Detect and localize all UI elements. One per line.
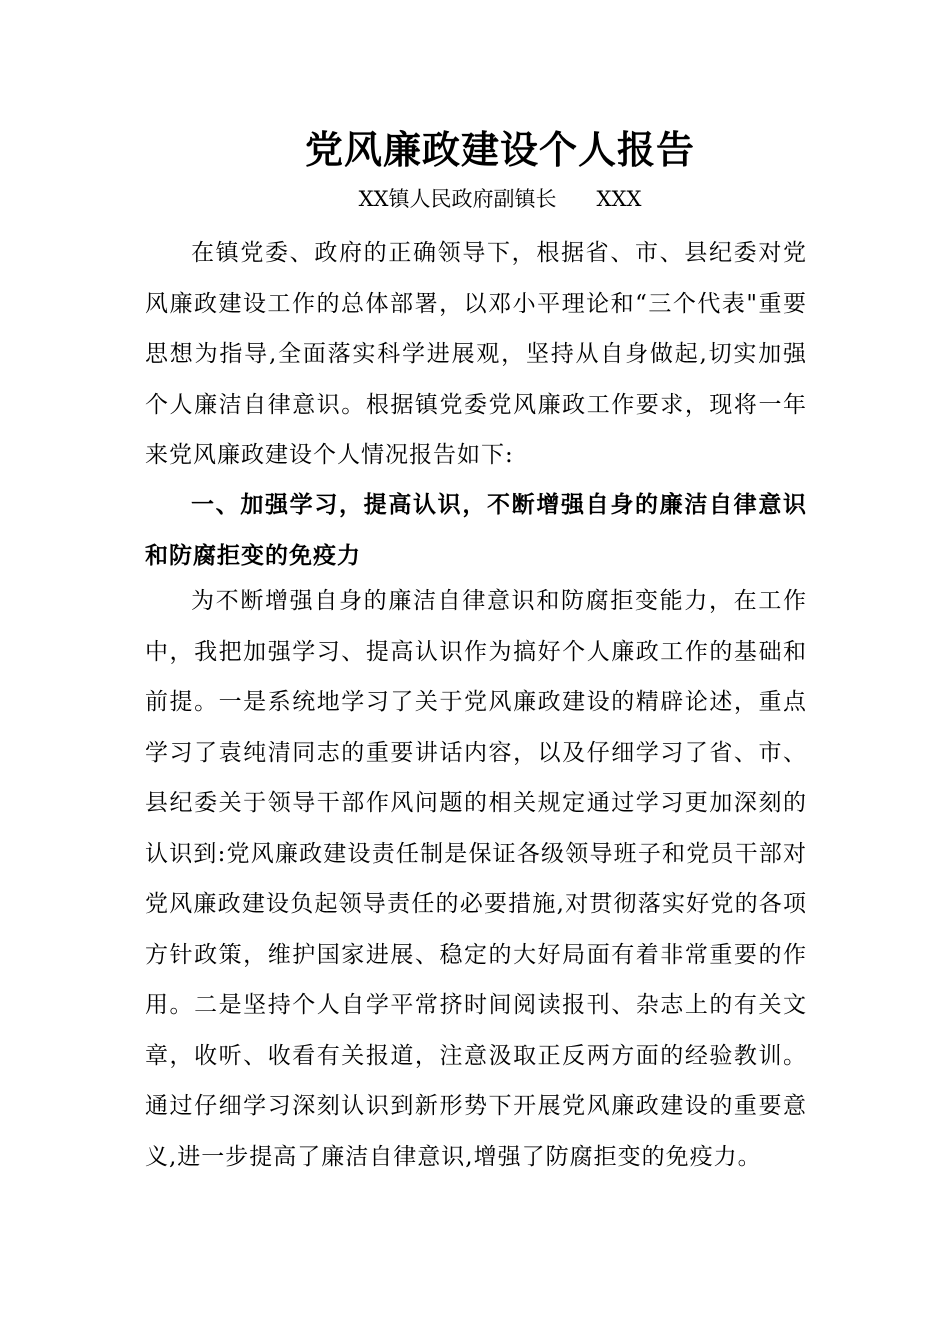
document-title: 党风廉政建设个人报告 [304,128,695,172]
section-heading-1: 一、加强学习，提高认识，不断增强自身的廉洁自律意识和防腐拒变的免疫力 [145,492,807,569]
paragraph-intro: 在镇党委、政府的正确领导下，根据省、市、县纪委对党风廉政建设工作的总体部署，以邓小平理论和“三个代表"重要思想为指导,全面落实科学进展观，坚持从自身做起,切实加强个人廉洁自律意识。根据镇党委党风廉政工作要求，现将一年来党风廉政建设个人情况报告如下: [145,240,807,468]
document-byline: XX镇人民政府副镇长 XXX [358,187,642,211]
paragraph-section-1: 为不断增强自身的廉洁自律意识和防腐拒变能力，在工作中，我把加强学习、提高认识作为搞好个人廉政工作的基础和前提。一是系统地学习了关于党风廉政建设的精辟论述，重点学习了袁纯清同志的重要讲话内容，以及仔细学习了省、市、县纪委关于领导干部作风问题的相关规定通过学习更加深刻的认识到:党风廉政建设责任制是保证各级领导班子和党员干部对党风廉政建设负起领导责任的必要措施,对贯彻落实好党的各项方针政策，维护国家进展、稳定的大好局面有着非常重要的作用。二是坚持个人自学平常挤时间阅读报刊、杂志上的有关文章，收听、收看有关报道，注意汲取正反两方面的经验教训。通过仔细学习深刻认识到新形势下开展党风廉政建设的重要意义,进一步提高了廉洁自律意识,增强了防腐拒变的免疫力。 [145,588,807,1170]
